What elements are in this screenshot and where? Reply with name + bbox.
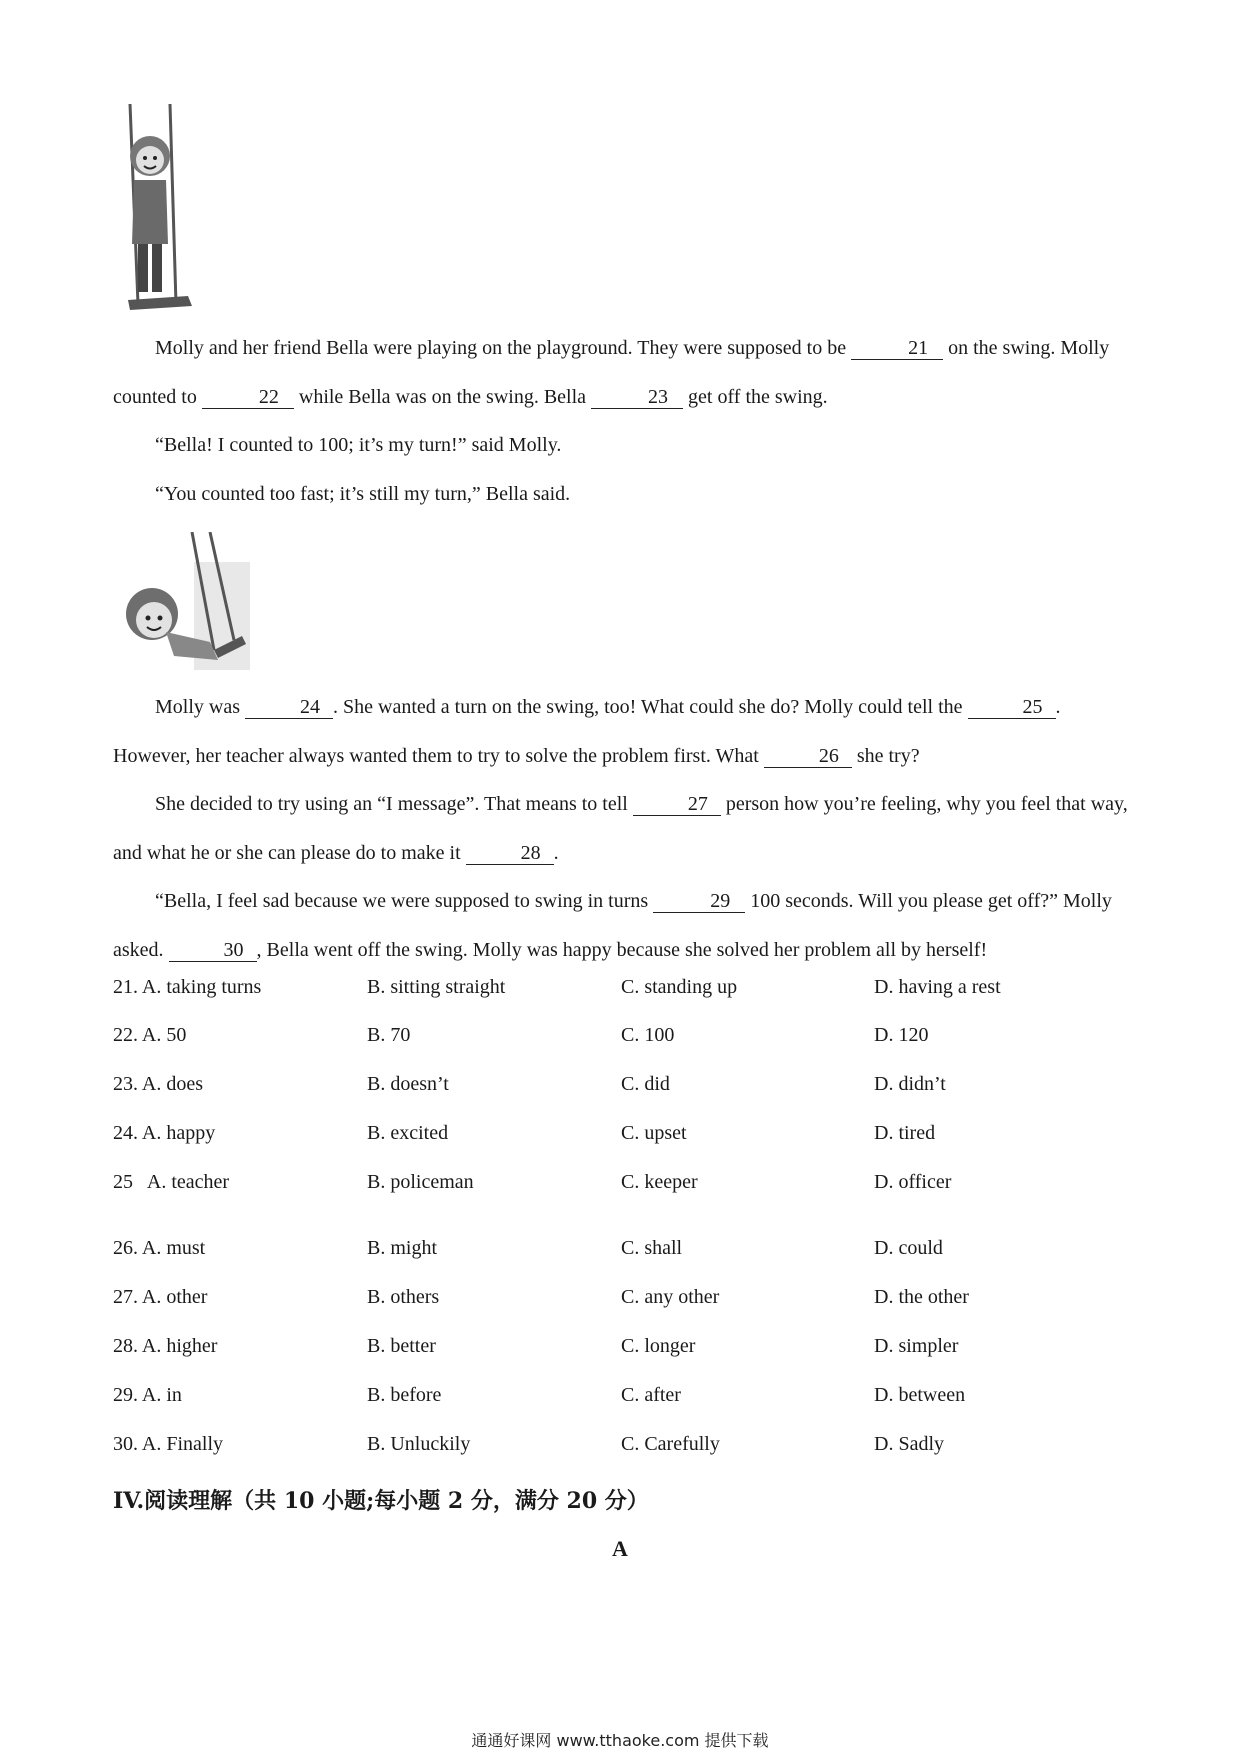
option-b[interactable]: B. before: [367, 1384, 442, 1406]
paragraph-1: Molly and her friend Bella were playing on the playground. They were supposed to be 21 on the swing. Molly counted to 22 while Bella was on the swing. Bella 23 get off the swing.: [113, 337, 1110, 408]
option-c[interactable]: C. Carefully: [621, 1433, 720, 1455]
option-a[interactable]: 28. A. higher: [113, 1335, 218, 1357]
option-a[interactable]: 24. A. happy: [113, 1122, 216, 1144]
option-c[interactable]: C. shall: [621, 1237, 683, 1259]
passage-label: A: [612, 1536, 628, 1561]
option-row-21: [113, 976, 1133, 1006]
blank-23: 23: [591, 386, 683, 409]
option-b[interactable]: B. others: [367, 1286, 440, 1308]
option-a[interactable]: 29. A. in: [113, 1384, 182, 1406]
paragraph-3: “You counted too fast; it’s still my turn,” Bella said.: [155, 483, 571, 505]
option-b[interactable]: B. Unluckily: [367, 1433, 471, 1455]
option-b[interactable]: B. policeman: [367, 1171, 474, 1193]
option-b[interactable]: B. sitting straight: [367, 976, 506, 998]
blank-24: 24: [245, 696, 333, 719]
option-d[interactable]: D. 120: [874, 1024, 929, 1046]
option-d[interactable]: D. between: [874, 1384, 966, 1406]
option-row-29: [113, 1384, 1133, 1414]
paragraph-5: She decided to try using an “I message”. That means to tell 27 person how you’re feeling, why you feel that way, and what he or she can please do to make it 28 .: [113, 793, 1128, 864]
option-b[interactable]: B. excited: [367, 1122, 449, 1144]
option-c[interactable]: C. any other: [621, 1286, 720, 1308]
blank-28: 28: [466, 842, 554, 865]
option-a[interactable]: 21. A. taking turns: [113, 976, 262, 998]
option-row-27: [113, 1286, 1133, 1316]
option-row-25: [113, 1171, 1133, 1201]
blank-27: 27: [633, 793, 721, 816]
option-row-28: [113, 1335, 1133, 1365]
blank-21: 21: [851, 337, 943, 360]
option-a[interactable]: 26. A. must: [113, 1237, 206, 1259]
option-b[interactable]: B. doesn’t: [367, 1073, 449, 1095]
option-row-24: [113, 1122, 1133, 1152]
section-heading: IV.阅读理解（共 10 小题;每小题 2 分，满分 20 分）: [113, 1488, 649, 1514]
option-d[interactable]: D. the other: [874, 1286, 969, 1308]
option-d[interactable]: D. tired: [874, 1122, 936, 1144]
option-d[interactable]: D. Sadly: [874, 1433, 944, 1455]
paragraph-2: “Bella! I counted to 100; it’s my turn!” said Molly.: [155, 434, 562, 456]
footer-source: 通通好课网 www.tthaoke.com 提供下载: [471, 1731, 769, 1750]
blank-22: 22: [202, 386, 294, 409]
option-row-30: [113, 1433, 1133, 1463]
paragraph-4: Molly was 24 . She wanted a turn on the swing, too! What could she do? Molly could tell the 25 . However, her teacher always wanted them to try to solve the problem first. What 26 she try?: [113, 696, 1061, 767]
option-a[interactable]: 22. A. 50: [113, 1024, 187, 1046]
option-d[interactable]: D. didn’t: [874, 1073, 946, 1095]
option-a[interactable]: 23. A. does: [113, 1073, 203, 1095]
option-b[interactable]: B. might: [367, 1237, 438, 1259]
option-c[interactable]: C. longer: [621, 1335, 696, 1357]
option-c[interactable]: C. upset: [621, 1122, 687, 1144]
option-d[interactable]: D. officer: [874, 1171, 952, 1193]
option-a[interactable]: 30. A. Finally: [113, 1433, 224, 1455]
option-c[interactable]: C. standing up: [621, 976, 738, 998]
option-b[interactable]: B. 70: [367, 1024, 411, 1046]
option-row-22: [113, 1024, 1133, 1054]
girl-on-swing-illustration: [110, 104, 206, 316]
option-c[interactable]: C. after: [621, 1384, 681, 1406]
option-a[interactable]: 25 A. teacher: [113, 1171, 230, 1193]
blank-26: 26: [764, 745, 852, 768]
paragraph-6: “Bella, I feel sad because we were supposed to swing in turns 29 100 seconds. Will you please get off?” Molly asked. 30 , Bella went off the swing. Molly was happy because she solved her problem all by herself!: [113, 890, 1112, 961]
option-c[interactable]: C. keeper: [621, 1171, 698, 1193]
option-b[interactable]: B. better: [367, 1335, 436, 1357]
option-row-23: [113, 1073, 1133, 1103]
option-d[interactable]: D. having a rest: [874, 976, 1001, 998]
option-d[interactable]: D. simpler: [874, 1335, 959, 1357]
option-row-26: [113, 1237, 1133, 1267]
option-d[interactable]: D. could: [874, 1237, 943, 1259]
option-a[interactable]: 27. A. other: [113, 1286, 208, 1308]
blank-25: 25: [968, 696, 1056, 719]
blank-29: 29: [653, 890, 745, 913]
blank-30: 30: [169, 939, 257, 962]
girl-swinging-illustration: [114, 532, 254, 674]
option-c[interactable]: C. did: [621, 1073, 670, 1095]
option-c[interactable]: C. 100: [621, 1024, 675, 1046]
